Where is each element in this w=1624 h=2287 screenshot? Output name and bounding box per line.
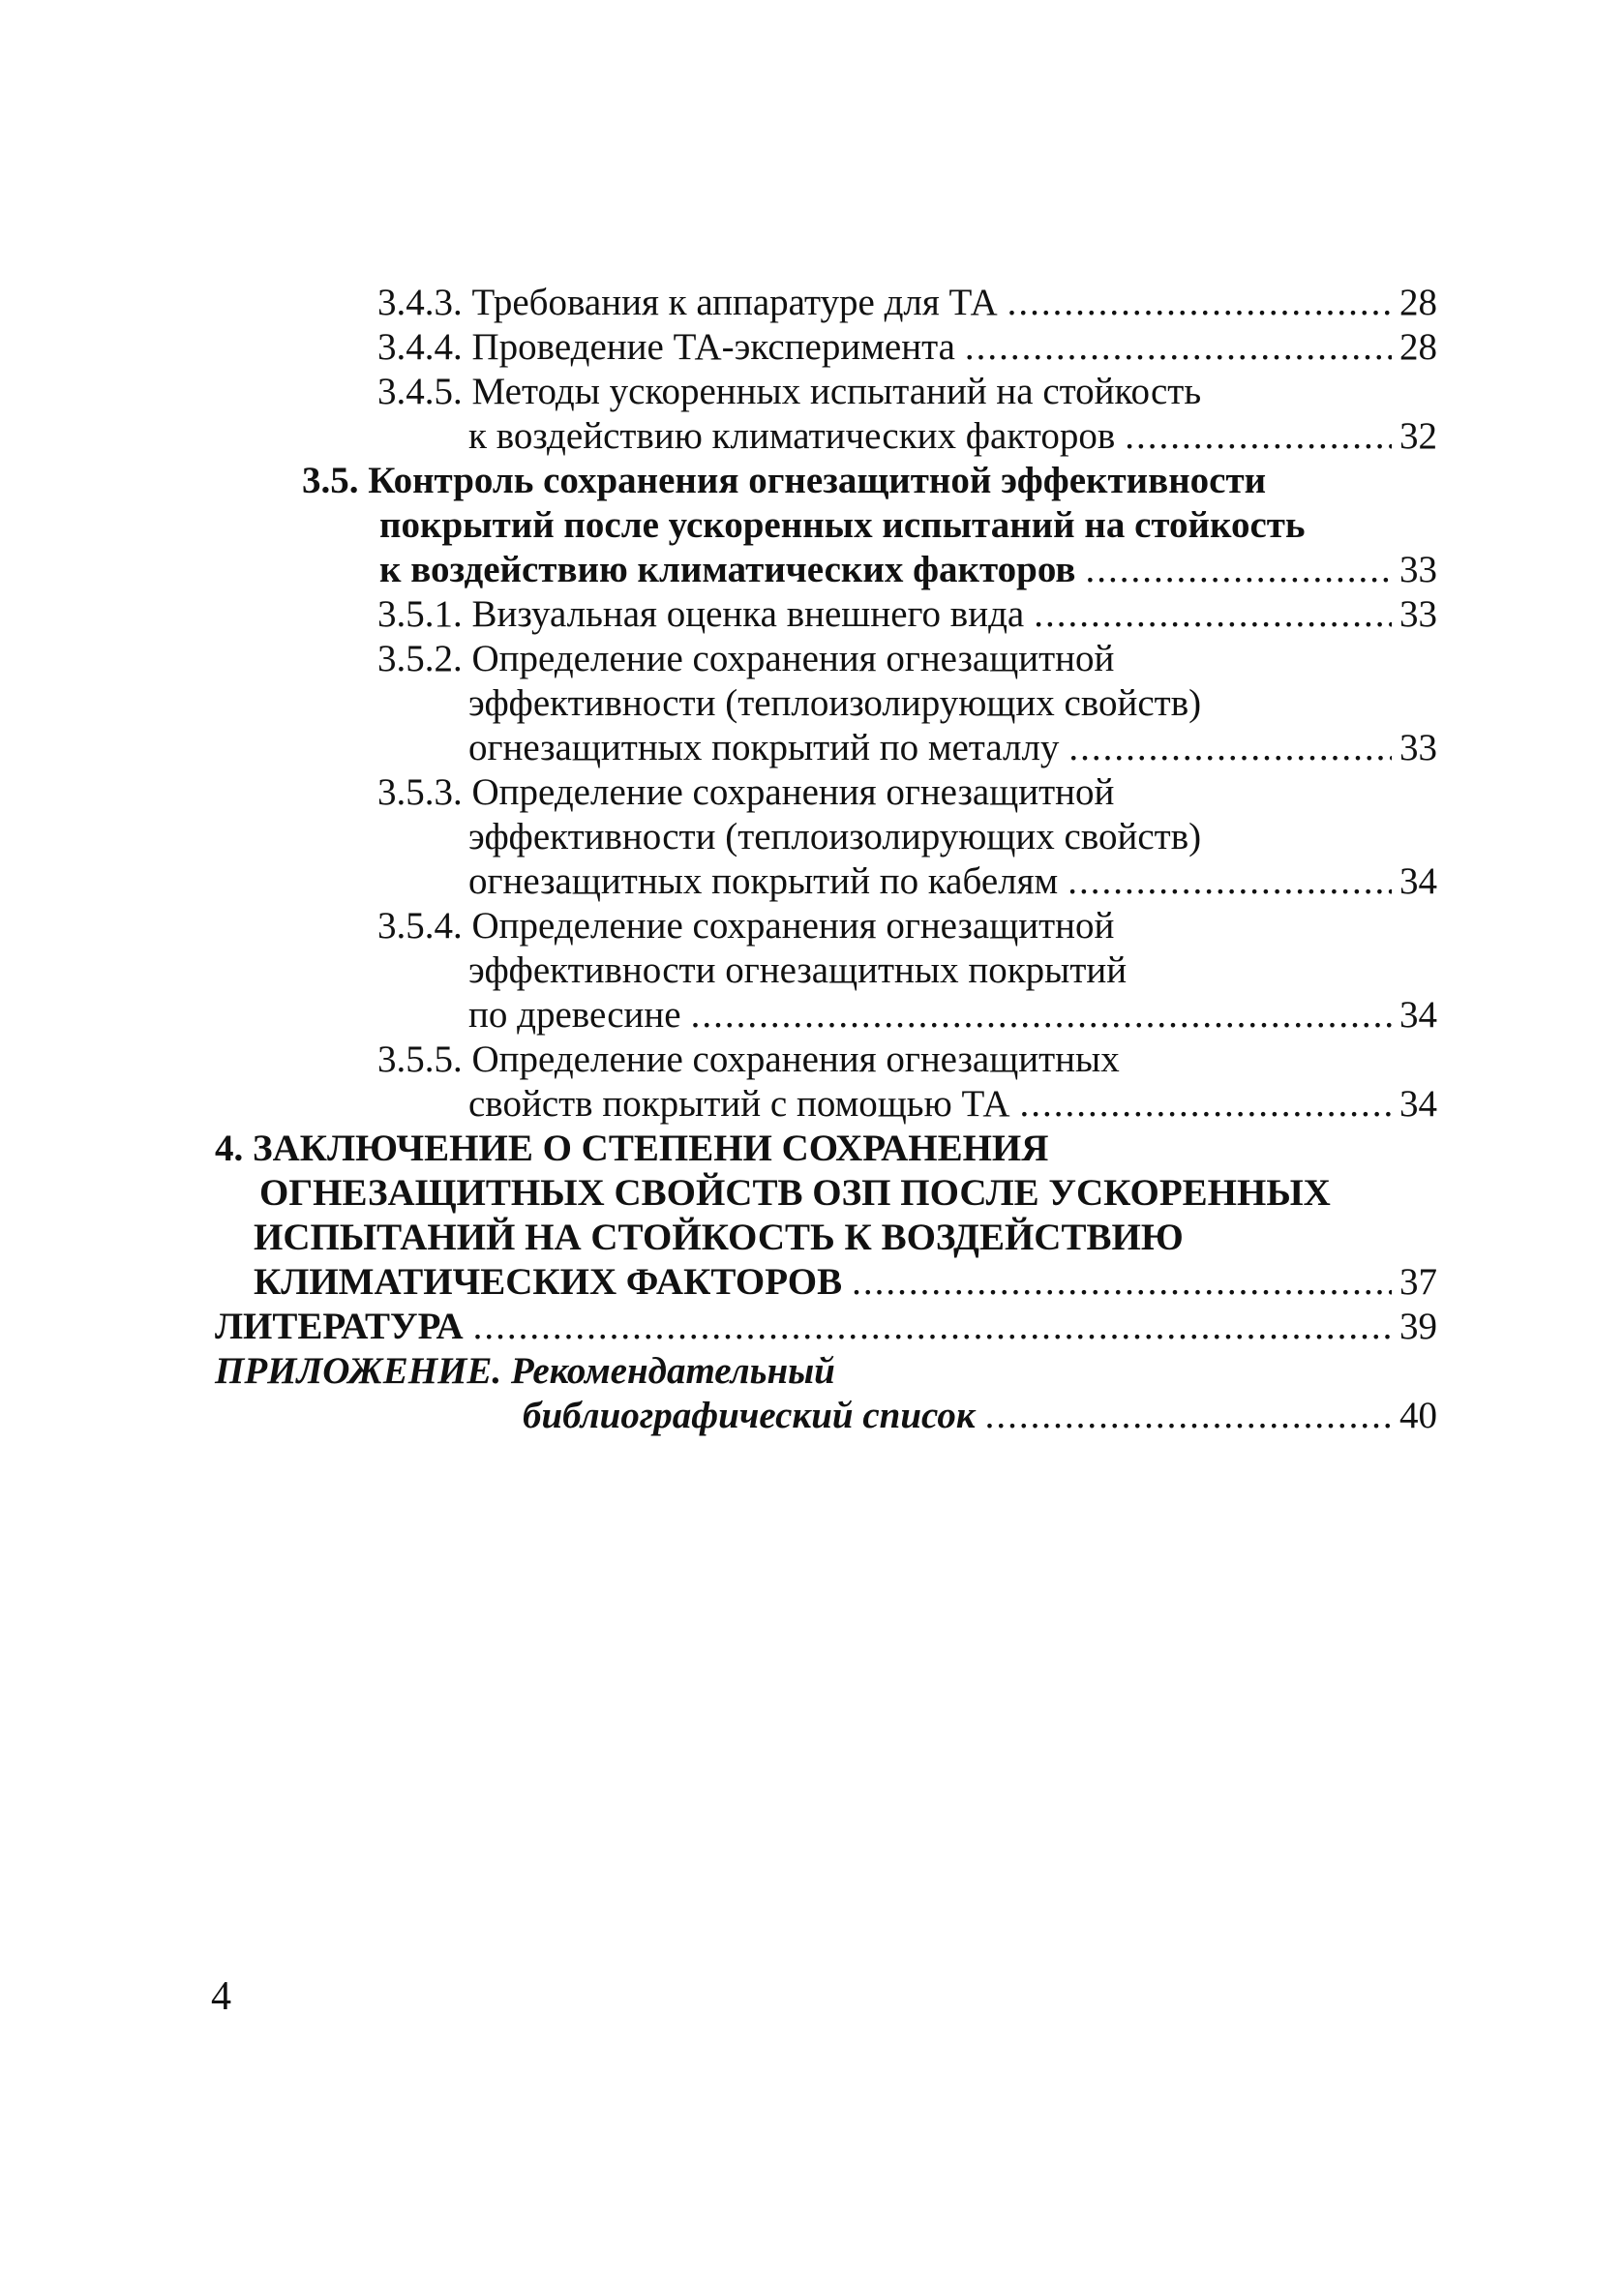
toc-entry-text: покрытий после ускоренных испытаний на стойкость (379, 504, 1306, 546)
toc-entry-text: 3.5.2. Определение сохранения огнезащитной (377, 638, 1115, 679)
dot-leader (1068, 726, 1392, 770)
toc-entry-text: по древесине (468, 994, 681, 1036)
dot-leader (1068, 859, 1392, 904)
toc-page-number: 28 (1399, 282, 1437, 323)
toc-page-number: 34 (1399, 860, 1437, 902)
toc-chapter-4-cont-3 (254, 1260, 1437, 1305)
toc-entry-3-5-4-cont-1 (468, 948, 1127, 993)
dot-leader (473, 1305, 1392, 1349)
toc-entry-text: 3.5. Контроль сохранения огнезащитной эффективности (302, 460, 1267, 501)
toc-entry-text: 3.4.4. Проведение ТА-эксперимента (377, 326, 955, 368)
dot-leader (985, 1394, 1392, 1438)
dot-leader (1085, 548, 1392, 592)
dot-leader (1020, 1082, 1392, 1127)
dot-leader (1125, 414, 1392, 459)
toc-page-number: 28 (1399, 326, 1437, 368)
toc-section-3-5 (302, 459, 1266, 503)
toc-section-3-5-cont-1 (379, 503, 1306, 548)
toc-entry-text: 3.5.5. Определение сохранения огнезащитных (377, 1038, 1120, 1080)
toc-entry-text: 3.5.3. Определение сохранения огнезащитной (377, 771, 1115, 813)
toc-entry-3-5-5-cont (468, 1082, 1437, 1127)
toc-page-number: 32 (1399, 415, 1437, 457)
toc-page-number: 39 (1399, 1306, 1437, 1347)
toc-entry-3-4-4 (377, 325, 1437, 370)
toc-page-number: 33 (1399, 593, 1437, 635)
toc-entry-3-5-2-cont-1 (468, 681, 1201, 726)
toc-entry-text: к воздействию климатических факторов (379, 549, 1076, 590)
toc-page-number: 40 (1399, 1395, 1437, 1436)
toc-entry-text: свойств покрытий с помощью ТА (468, 1083, 1010, 1125)
toc-entry-3-5-3-cont-1 (468, 815, 1201, 859)
toc-entry-text: 3.4.3. Требования к аппаратуре для ТА (377, 282, 998, 323)
toc-entry-3-5-1 (377, 592, 1437, 637)
toc-chapter-4-cont-2 (254, 1216, 1184, 1260)
toc-chapter-4-cont-1 (259, 1171, 1331, 1216)
toc-entry-3-5-3-cont-2 (468, 859, 1437, 904)
toc-entry-3-5-3 (377, 770, 1114, 815)
dot-leader (965, 325, 1392, 370)
toc-page-number: 34 (1399, 1083, 1437, 1125)
toc-entry-3-5-5 (377, 1038, 1120, 1082)
toc-entry-3-4-3 (377, 281, 1437, 325)
toc-entry-text: к воздействию климатических факторов (468, 415, 1116, 457)
toc-appendix-cont (523, 1394, 1437, 1438)
toc-appendix (215, 1349, 835, 1394)
page-number: 4 (211, 1974, 231, 2019)
toc-entry-text: эффективности огнезащитных покрытий (468, 949, 1128, 991)
dot-leader (852, 1260, 1392, 1305)
toc-entry-3-5-2-cont-2 (468, 726, 1437, 770)
toc-entry-text: огнезащитных покрытий по металлу (468, 727, 1060, 768)
toc-entry-3-4-5-cont (468, 414, 1437, 459)
toc-entry-3-4-5 (377, 370, 1201, 414)
toc-entry-3-5-4-cont-2 (468, 993, 1437, 1038)
toc-entry-text: 4. ЗАКЛЮЧЕНИЕ О СТЕПЕНИ СОХРАНЕНИЯ (215, 1128, 1049, 1169)
dot-leader (1007, 281, 1392, 325)
toc-entry-text: 3.4.5. Методы ускоренных испытаний на стойкость (377, 371, 1202, 412)
toc-entry-text: эффективности (теплоизолирующих свойств) (468, 682, 1202, 724)
toc-entry-text: библиографический список (523, 1395, 976, 1436)
toc-page-number: 37 (1399, 1261, 1437, 1303)
toc-entry-text: ПРИЛОЖЕНИЕ. Рекомендательный (215, 1350, 835, 1392)
toc-entry-text: 3.5.4. Определение сохранения огнезащитной (377, 905, 1115, 947)
dot-leader (1034, 592, 1392, 637)
toc-page-number: 33 (1399, 727, 1437, 768)
toc-entry-text: 3.5.1. Визуальная оценка внешнего вида (377, 593, 1025, 635)
toc-chapter-4 (215, 1127, 1048, 1171)
dot-leader (691, 993, 1392, 1038)
toc-entry-3-5-2 (377, 637, 1114, 681)
toc-entry-3-5-4 (377, 904, 1114, 948)
toc-entry-text: КЛИМАТИЧЕСКИХ ФАКТОРОВ (254, 1261, 843, 1303)
toc-entry-text: ОГНЕЗАЩИТНЫХ СВОЙСТВ ОЗП ПОСЛЕ УСКОРЕННЫХ (259, 1172, 1331, 1214)
toc-page-number: 34 (1399, 994, 1437, 1036)
toc-entry-text: ЛИТЕРАТУРА (215, 1306, 464, 1347)
toc-section-3-5-cont-2 (379, 548, 1437, 592)
toc-literature (215, 1305, 1437, 1349)
toc-entry-text: огнезащитных покрытий по кабелям (468, 860, 1059, 902)
toc-entry-text: ИСПЫТАНИЙ НА СТОЙКОСТЬ К ВОЗДЕЙСТВИЮ (254, 1217, 1184, 1258)
toc-page-number: 33 (1399, 549, 1437, 590)
toc-entry-text: эффективности (теплоизолирующих свойств) (468, 816, 1202, 858)
